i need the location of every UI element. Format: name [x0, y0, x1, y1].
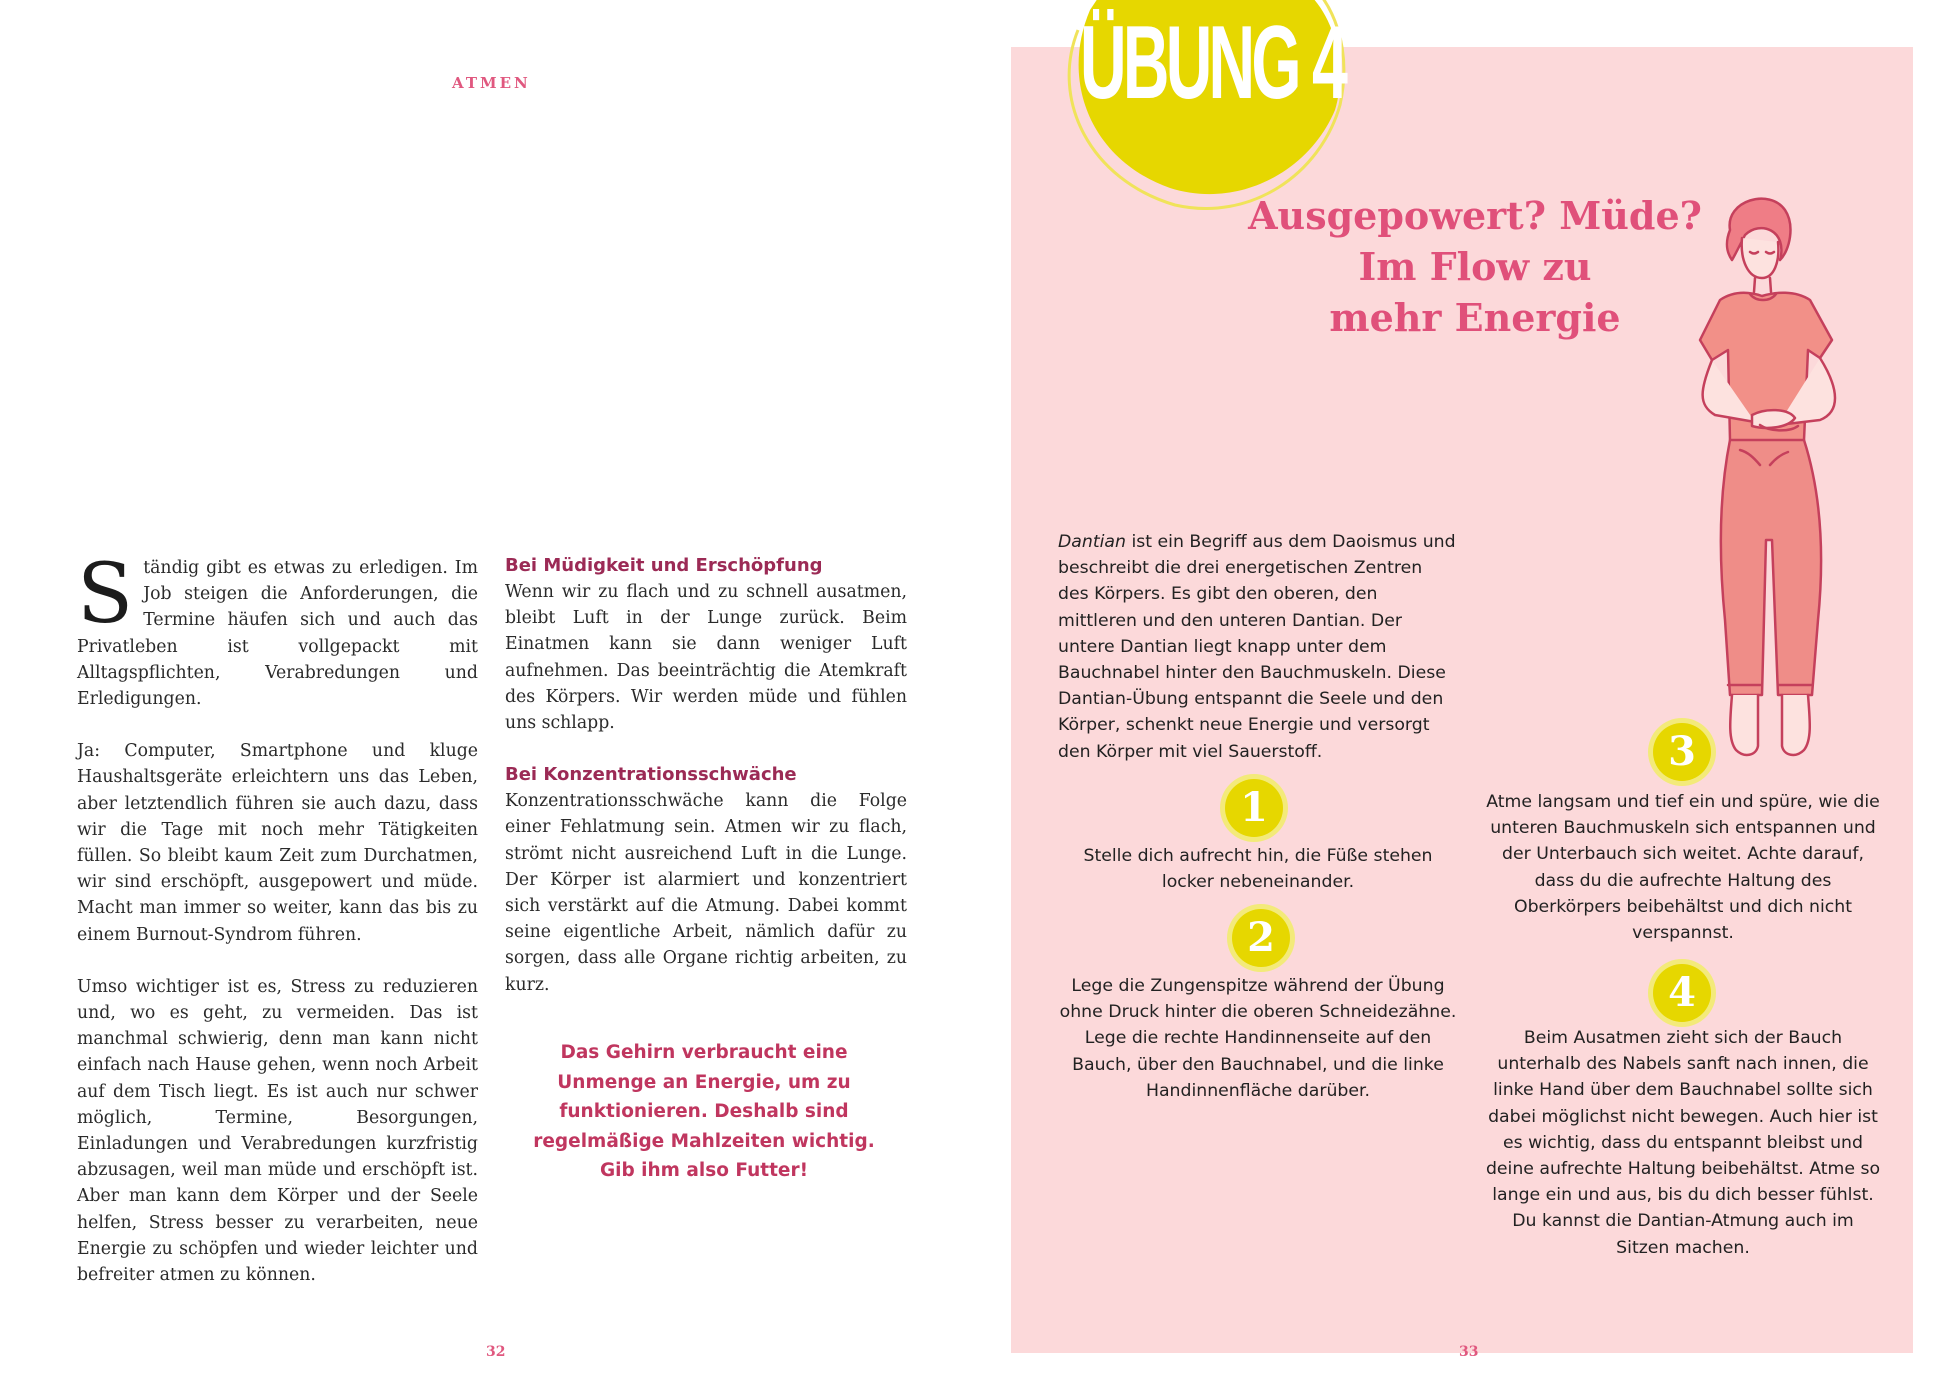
step-2-text: Lege die Zungenspitze während der Übung ohne Druck hinter die oberen Schneidezähne. Lege die rechte Handinnenseite auf den Bauch, über den Bauchnabel, und die linke Handinnenfläche darüber.	[1059, 976, 1457, 1101]
step-1-text: Stelle dich aufrecht hin, die Füße stehen locker nebeneinander.	[1083, 846, 1433, 893]
paragraph-fatigue: Wenn wir zu flach und zu schnell ausatmen, bleibt Luft in der Lunge zurück. Beim Einatmen kann sie dann weniger Luft aufnehmen. Das beeinträchtig die Atemkraft des Körpers. Wir werden müde und fühlen uns schlapp.	[505, 582, 907, 734]
step-3-badge: 3	[1653, 723, 1711, 781]
page-number-left: 32	[486, 1344, 506, 1360]
step-4-badge: 4	[1653, 964, 1711, 1022]
paragraph-concentration: Konzentrationsschwäche kann die Folge einer Fehlatmung sein. Atmen wir zu flach, strömt nicht ausreichend Luft in die Lunge. Der Körper ist alarmiert und konzentriert sich verstärkt auf die Atmung. Dabei kommt seine eigentliche Arbeit, nämlich dafür zu sorgen, dass alle Organe richtig arbeiten, zu kurz.	[505, 791, 907, 995]
subheading-fatigue: Bei Müdigkeit und Erschöpfung	[505, 555, 823, 576]
step-4-text: Beim Ausatmen zieht sich der Bauch unterhalb des Nabels sanft nach innen, die linke Hand über dem Bauchnabel sollte sich dabei möglichst nicht bewegen. Auch hier ist es wichtig, dass du entspannt bleibst und deine aufrechte Haltung beibehältst. Atme so lange ein und aus, bis du dich besser fühlst. Du kannst die Dantian-Atmung auch im Sitzen machen.	[1485, 1028, 1881, 1258]
step-1-badge: 1	[1225, 779, 1283, 837]
pull-quote: Das Gehirn verbraucht eine Unmenge an Energie, um zu funktionieren. Deshalb sind regelmäßige Mahlzeiten wichtig. Gib ihm also Futter!	[533, 1042, 875, 1181]
woman-breathing-illustration	[1670, 190, 1870, 770]
intro-text	[1058, 529, 1458, 765]
title-line-3: mehr Energie	[1329, 295, 1621, 340]
title-line-2: Im Flow zu	[1358, 244, 1592, 289]
body-column-2	[505, 553, 907, 1024]
intro-body: ist ein Begriff aus dem Daoismus und beschreibt die drei energetischen Zentren des Körpers. Es gibt den oberen, den mittleren und den unteren Dantian. Der untere Dantian liegt knapp unter dem Bauchnabel hinter den Bauchmuskeln. Diese Dantian-Übung entspannt die Seele und den Körper, schenkt neue Energie und versorgt den Körper mit viel Sauerstoff.	[1058, 532, 1456, 762]
drop-cap: S	[77, 547, 134, 642]
body-column-1	[77, 547, 478, 1314]
paragraph-1-text: tändig gibt es etwas zu erledigen. Im Job steigen die Anforderungen, die Termine häufen sich und auch das Privatleben ist vollgepackt mit Alltagspflichten, Verabredungen und Erledigungen.	[77, 558, 478, 710]
intro-term: Dantian	[1058, 532, 1126, 552]
subheading-concentration: Bei Konzentrationsschwäche	[505, 764, 797, 786]
title-line-1: Ausgepowert? Müde?	[1248, 193, 1702, 238]
paragraph-2: Ja: Computer, Smartphone und kluge Haushaltsgeräte erleichtern uns das Leben, aber letztendlich führen sie auch dazu, dass wir die Tage mit noch mehr Tätigkeiten füllen. So bleibt kaum Zeit zum Durchatmen, wir sind erschöpft, ausgepowert und müde. Macht man immer so weiter, kann das bis zu einem Burnout-Syndrom führen.	[77, 741, 478, 945]
step-2-badge: 2	[1232, 909, 1290, 967]
paragraph-3: Umso wichtiger ist es, Stress zu reduzieren und, wo es geht, zu vermeiden. Das ist manchmal schwierig, denn man kann nicht einfach nach Hause gehen, wenn noch Arbeit auf dem Tisch liegt. Es ist auch nur schwer möglich, Termine, Besorgungen, Einladungen und Verabredungen kurzfristig abzusagen, weil man müde und erschöpft ist. Aber man kann dem Körper und der Seele helfen, Stress besser zu verarbeiten, neue Energie zu schöpfen und wieder leichter und befreiter atmen zu können.	[77, 976, 478, 1286]
step-3-text: Atme langsam und tief ein und spüre, wie die unteren Bauchmuskeln sich entspannen und der Unterbauch sich weitet. Achte darauf, dass du die aufrechte Haltung des Oberkörpers beibehältst und dich nicht verspannst.	[1486, 792, 1880, 944]
paragraph-1	[77, 547, 478, 712]
exercise-label: ÜBUNG 4	[1080, 5, 1345, 121]
running-head: ATMEN	[452, 74, 531, 92]
page-number-right: 33	[1459, 1344, 1479, 1360]
exercise-title	[1220, 190, 1730, 343]
